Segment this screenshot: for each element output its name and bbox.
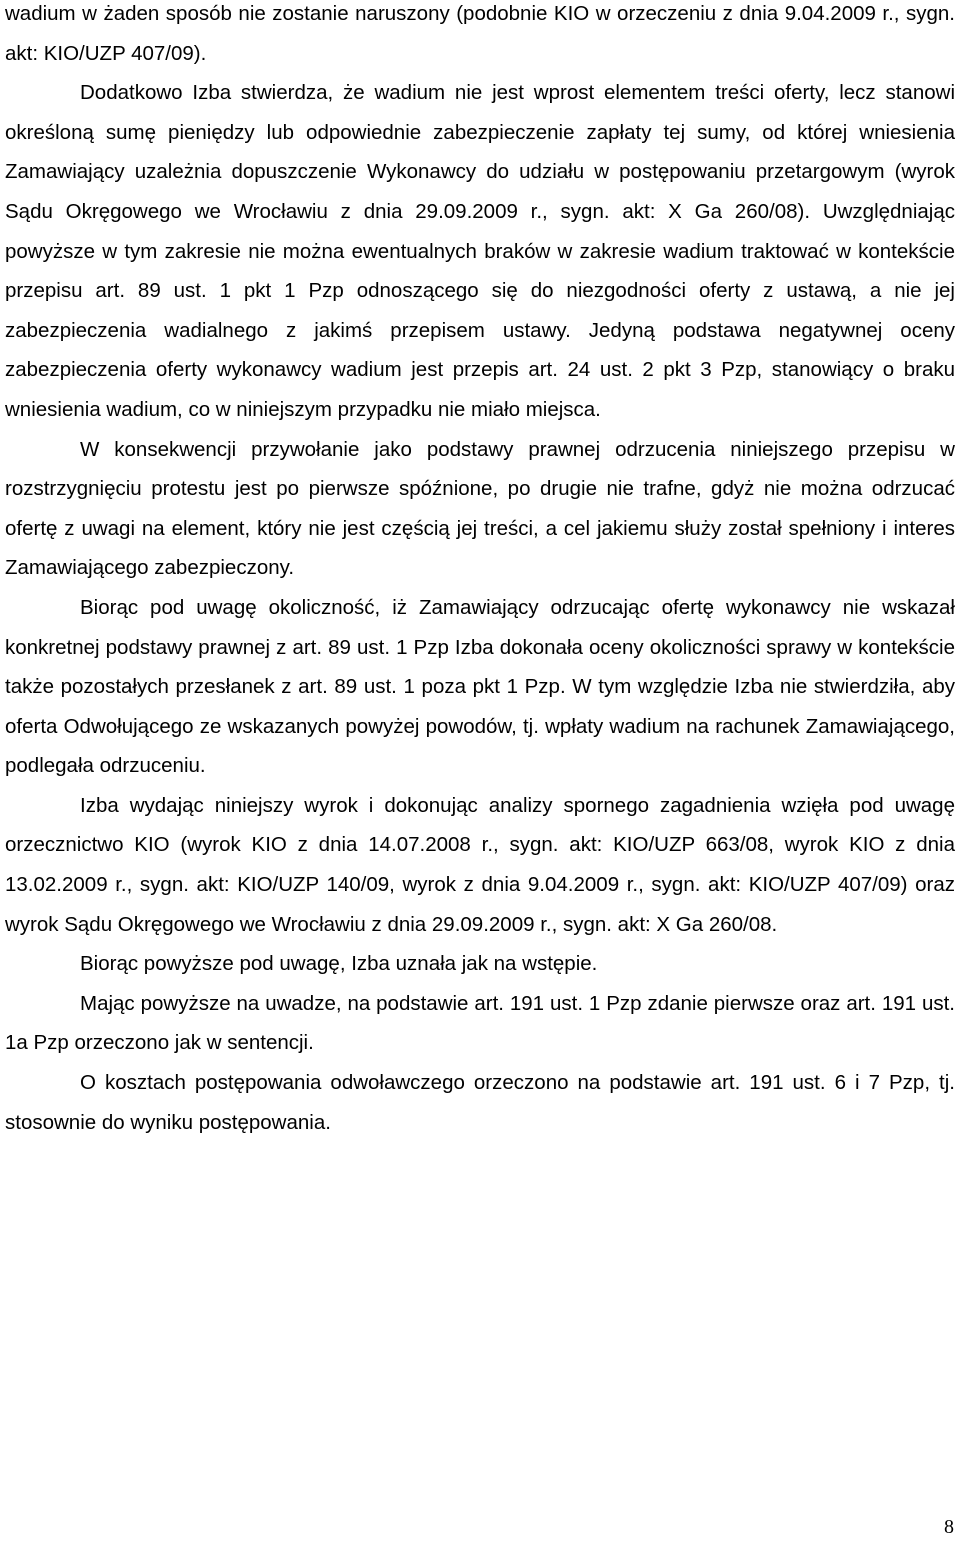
paragraph-circumstances: Biorąc pod uwagę okoliczność, iż Zamawiający odrzucając ofertę wykonawcy nie wskazał konkretnej podstawy prawnej z art. 89 ust. 1 Pzp Izba dokonała oceny okoliczności sprawy w kontekście także pozostałych przesłanek z art. 89 ust. 1 poza pkt 1 Pzp. W tym względzie Izba nie stwierdziła, aby oferta Odwołującego ze wskazanych powyżej powodów, tj. wpłaty wadium na rachunek Zamawiającego, podlegała odrzuceniu.: [5, 595, 955, 778]
paragraph-legal-basis: Mając powyższe na uwadze, na podstawie art. 191 ust. 1 Pzp zdanie pierwsze oraz art. 191 ust. 1a Pzp orzeczono jak w sentencji.: [5, 991, 955, 1055]
paragraph-wadium-not-content: Dodatkowo Izba stwierdza, że wadium nie jest wprost elementem treści oferty, lecz stanowi określoną sumę pieniędzy lub odpowiednie zabezpieczenie zapłaty tej sumy, od której wniesienia Zamawiający uzależnia dopuszczenie Wykonawcy do udziału w postępowaniu przetargowym (wyrok Sądu Okręgowego we Wrocławiu z dnia 29.09.2009 r., sygn. akt: X Ga 260/08). Uwzględniając powyższe w tym zakresie nie można ewentualnych braków w zakresie wadium traktować w kontekście przepisu art. 89 ust. 1 pkt 1 Pzp odnoszącego się do niezgodności oferty z ustawą, a nie jej zabezpieczenia wadialnego z jakimś przepisem ustawy. Jedyną podstawa negatywnej oceny zabezpieczenia oferty wykonawcy wadium jest przepis art. 24 ust. 2 pkt 3 Pzp, stanowiący o braku wniesienia wadium, co w niniejszym przypadku nie miało miejsca.: [5, 81, 955, 421]
paragraph-ruling: Biorąc powyższe pod uwagę, Izba uznała jak na wstępie.: [80, 952, 598, 976]
paragraph-case-law: Izba wydając niniejszy wyrok i dokonując analizy spornego zagadnienia wzięła pod uwagę orzecznictwo KIO (wyrok KIO z dnia 14.07.2008 r., sygn. akt: KIO/UZP 663/08, wyrok KIO z dnia 13.02.2009 r., sygn. akt: KIO/UZP 140/09, wyrok z dnia 9.04.2009 r., sygn. akt: KIO/UZP 407/09) oraz wyrok Sądu Okręgowego we Wrocławiu z dnia 29.09.2009 r., sygn. akt: X Ga 260/08.: [5, 793, 955, 936]
page-number: 8: [944, 1516, 954, 1538]
page-body: [5, 0, 955, 1142]
paragraph-costs: O kosztach postępowania odwoławczego orzeczono na podstawie art. 191 ust. 6 i 7 Pzp, tj. stosownie do wyniku postępowania.: [5, 1071, 955, 1134]
paragraph-consequence: W konsekwencji przywołanie jako podstawy prawnej odrzucenia niniejszego przepisu w rozstrzygnięciu protestu jest po pierwsze spóźnione, po drugie nie trafne, gdyż nie można odrzucać ofertę z uwagi na element, który nie jest częścią jej treści, a cel jakiemu służy został spełniony i interes Zamawiającego zabezpieczony.: [5, 437, 955, 580]
paragraph-continuation: wadium w żaden sposób nie zostanie naruszony (podobnie KIO w orzeczeniu z dnia 9.04.2009 r., sygn. akt: KIO/UZP 407/09).: [5, 2, 955, 65]
